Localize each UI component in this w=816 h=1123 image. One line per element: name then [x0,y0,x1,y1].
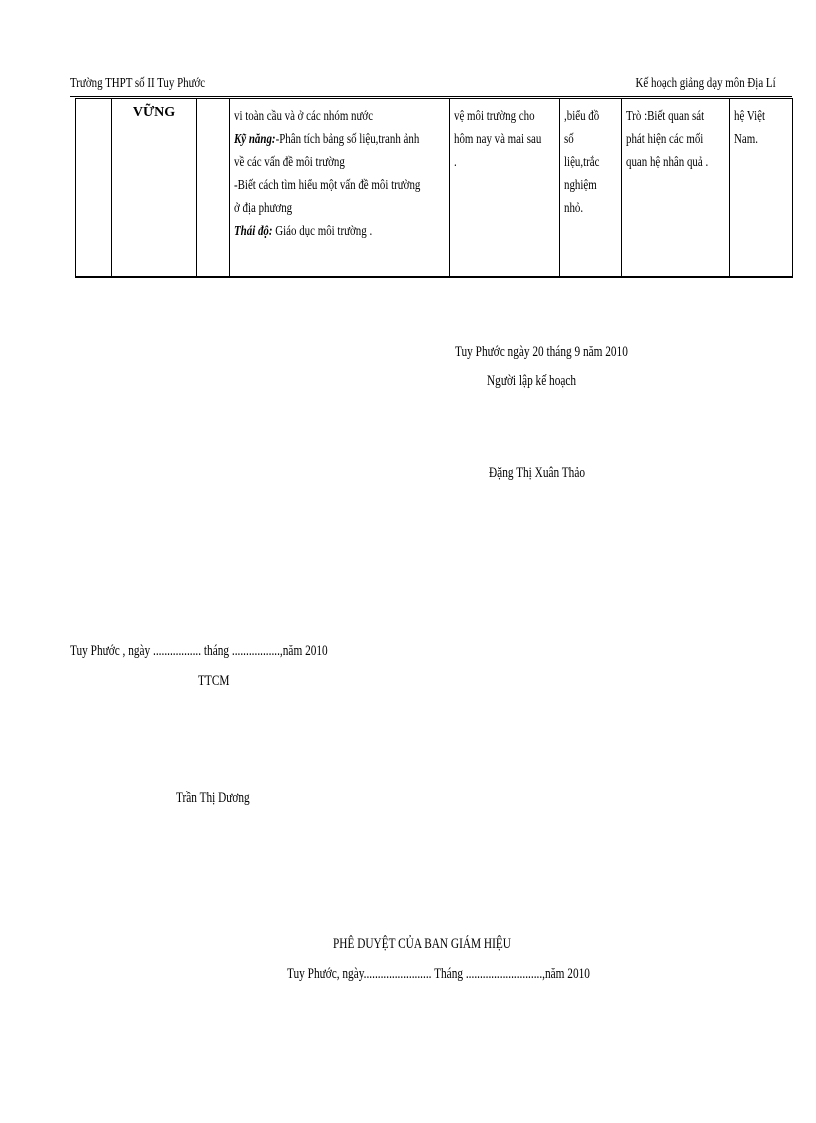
table-cell-empty [76,99,112,278]
table-cell-note: hệ Việt Nam. [730,99,793,278]
table-cell-tools: ,biểu đồ số liệu,trắc nghiệm nhỏ. [560,99,622,278]
lesson-plan-table [75,98,793,278]
signature-role-ttcm: TTCM [198,673,230,689]
table-cell-focus: vệ môi trường cho hôm nay và mai sau . [450,99,560,278]
table-cell-topic: VỮNG [112,99,197,278]
header-school: Trường THPT số II Tuy Phước [70,76,206,91]
header-rule [70,96,792,97]
signature-date-teacher: Tuy Phước ngày 20 tháng 9 năm 2010 [455,344,628,360]
approval-title: PHÊ DUYỆT CỦA BAN GIÁM HIỆU [333,936,511,952]
table-row [76,99,793,278]
table-cell-content: vi toàn cầu và ở các nhóm nước Kỹ năng:-Phân tích bảng số liệu,tranh ảnh về các vấn đề môi trường -Biết cách tìm hiểu một vấn đề môi trường ở địa phương Thái độ: Giáo dục môi trường . [230,99,450,278]
approval-date: Tuy Phước, ngày........................ Tháng ...........................,năm 2010 [287,966,590,982]
signature-name-teacher: Đặng Thị Xuân Thảo [489,465,586,481]
header-plan-title: Kế hoạch giảng dạy môn Địa Lí [635,76,776,91]
signature-date-ttcm: Tuy Phước , ngày ................. tháng .................,năm 2010 [70,643,328,659]
signature-role-teacher: Người lập kế hoạch [487,373,577,389]
signature-name-ttcm: Trần Thị Dương [176,790,250,806]
table-cell-student: Trò :Biết quan sát phát hiện các mối quan hệ nhân quả . [622,99,730,278]
table-cell-empty [197,99,230,278]
